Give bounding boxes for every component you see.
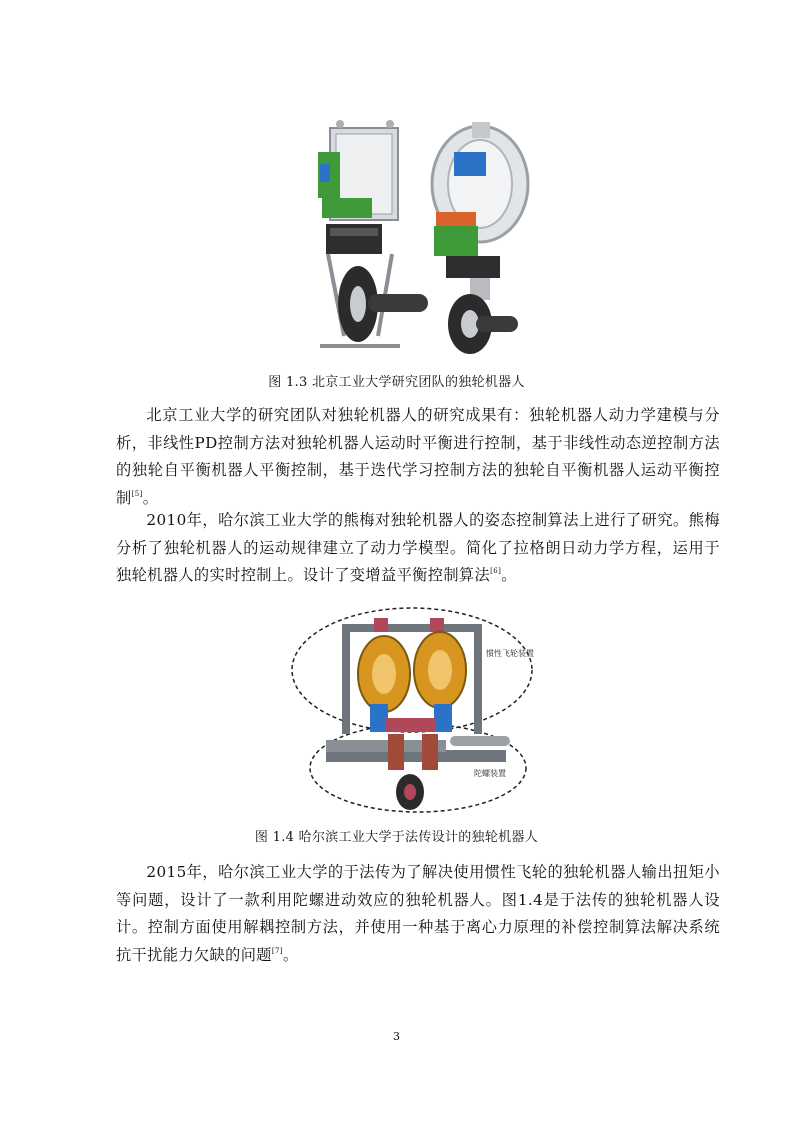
figure-1-3-caption: 图 1.3 北京工业大学研究团队的独轮机器人 bbox=[268, 375, 525, 390]
paragraph-text: 2010年，哈尔滨工业大学的熊梅对独轮机器人的姿态控制算法上进行了研究。熊梅分析了独轮机器人的运动规律建立了动力学模型。简化了拉格朗日动力学方程，运用于独轮机器人的实时控制上。设计了变增益平衡控制算法 bbox=[116, 511, 720, 584]
flywheel-device-label: 惯性飞轮装置 bbox=[486, 649, 534, 658]
page-number: 3 bbox=[393, 1030, 400, 1043]
paragraph-xiong-mei-research bbox=[116, 507, 720, 590]
citation: [5] bbox=[131, 489, 143, 498]
citation: [6] bbox=[490, 567, 502, 575]
paragraph-beijing-research bbox=[116, 402, 720, 512]
figure-1-4-caption: 图 1.4 哈尔滨工业大学于法传设计的独轮机器人 bbox=[254, 830, 539, 845]
paragraph-yu-fachuan-research bbox=[116, 859, 720, 969]
paragraph-text: 北京工业大学的研究团队对独轮机器人的研究成果有：独轮机器人动力学建模与分析，非线性PD控制方法对独轮机器人运动时平衡进行控制，基于非线性动态逆控制方法的独轮自平衡机器人平衡控制，基于迭代学习控制方法的独轮自平衡机器人运动平衡控制 bbox=[116, 406, 720, 507]
figure-1-4-image bbox=[290, 600, 540, 820]
left-robot-render bbox=[318, 120, 428, 346]
citation: [7] bbox=[271, 946, 283, 955]
figure-1-3-image bbox=[300, 116, 532, 360]
paragraph-tail: 。 bbox=[142, 488, 159, 507]
gyro-device-label: 陀螺装置 bbox=[474, 769, 506, 778]
right-robot-render bbox=[432, 122, 528, 354]
paragraph-tail: 。 bbox=[283, 945, 299, 964]
paragraph-tail: 。 bbox=[501, 566, 517, 584]
paragraph-text: 2015年，哈尔滨工业大学的于法传为了解决使用惯性飞轮的独轮机器人输出扭矩小等问题，设计了一款利用陀螺进动效应的独轮机器人。图1.4是于法传的独轮机器人设计。控制方面使用解耦控制方法，并使用一种基于离心力原理的补偿控制算法解决系统抗干扰能力欠缺的问题 bbox=[116, 863, 720, 964]
